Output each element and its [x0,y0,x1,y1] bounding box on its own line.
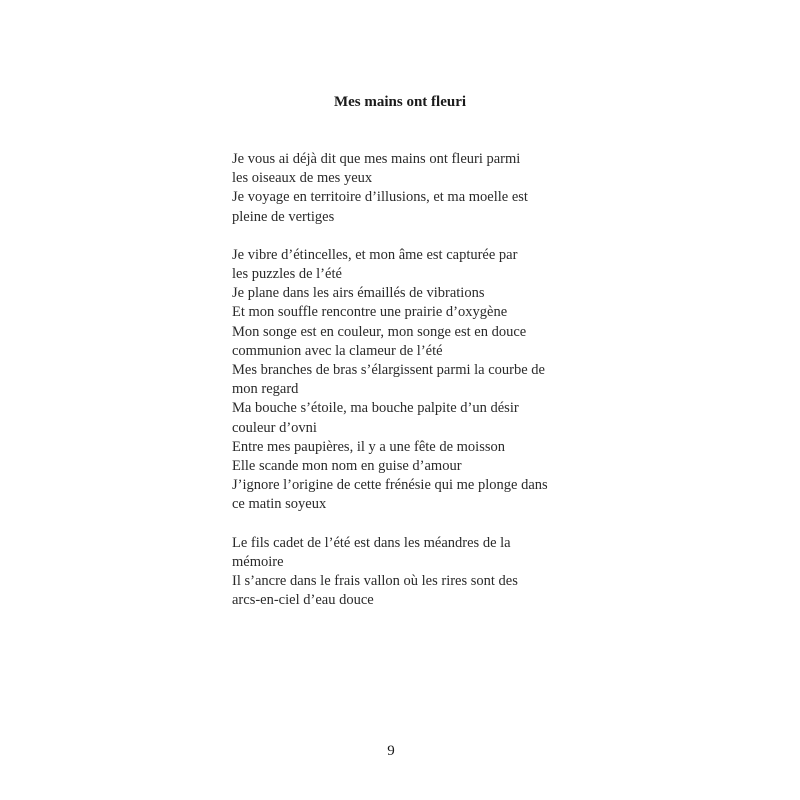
poem-title: Mes mains ont fleuri [333,94,467,110]
poem-body [232,150,572,629]
page-number: 9 [387,743,395,759]
poem-line: pleine de vertiges [232,208,335,225]
poem-line: Je voyage en territoire d’illusions, et ma moelle est [232,189,528,206]
poem-line: Et mon souffle rencontre une prairie d’oxygène [232,304,508,321]
poem-line: les puzzles de l’été [232,266,342,283]
poem-line: Elle scande mon nom en guise d’amour [232,458,462,475]
poem-line: Je plane dans les airs émaillés de vibrations [232,285,485,302]
poem-line: ce matin soyeux [232,496,327,513]
poem-line: mon regard [232,381,299,398]
stanza-2 [232,246,572,515]
poem-line: Le fils cadet de l’été est dans les méandres de la [232,534,511,551]
poem-line: arcs-en-ciel d’eau douce [232,592,374,609]
poem-line: Il s’ancre dans le frais vallon où les rires sont des [232,573,518,590]
poem-line: les oiseaux de mes yeux [232,170,373,187]
poem-line: J’ignore l’origine de cette frénésie qui me plonge dans [232,477,548,494]
poem-line: mémoire [232,553,284,570]
poem-line: Je vibre d’étincelles, et mon âme est capturée par [232,246,518,263]
poem-line: Je vous ai déjà dit que mes mains ont fleuri parmi [232,151,521,167]
poem-line: communion avec la clameur de l’été [232,342,443,359]
stanza-1 [232,150,572,227]
poem-line: Ma bouche s’étoile, ma bouche palpite d’un désir [232,400,519,417]
poem-line: Mes branches de bras s’élargissent parmi la courbe de [232,362,545,379]
stanza-3 [232,534,572,611]
poem-line: Mon songe est en couleur, mon songe est en douce [232,323,527,340]
poem-line: Entre mes paupières, il y a une fête de moisson [232,438,506,455]
poem-line: couleur d’ovni [232,419,317,436]
